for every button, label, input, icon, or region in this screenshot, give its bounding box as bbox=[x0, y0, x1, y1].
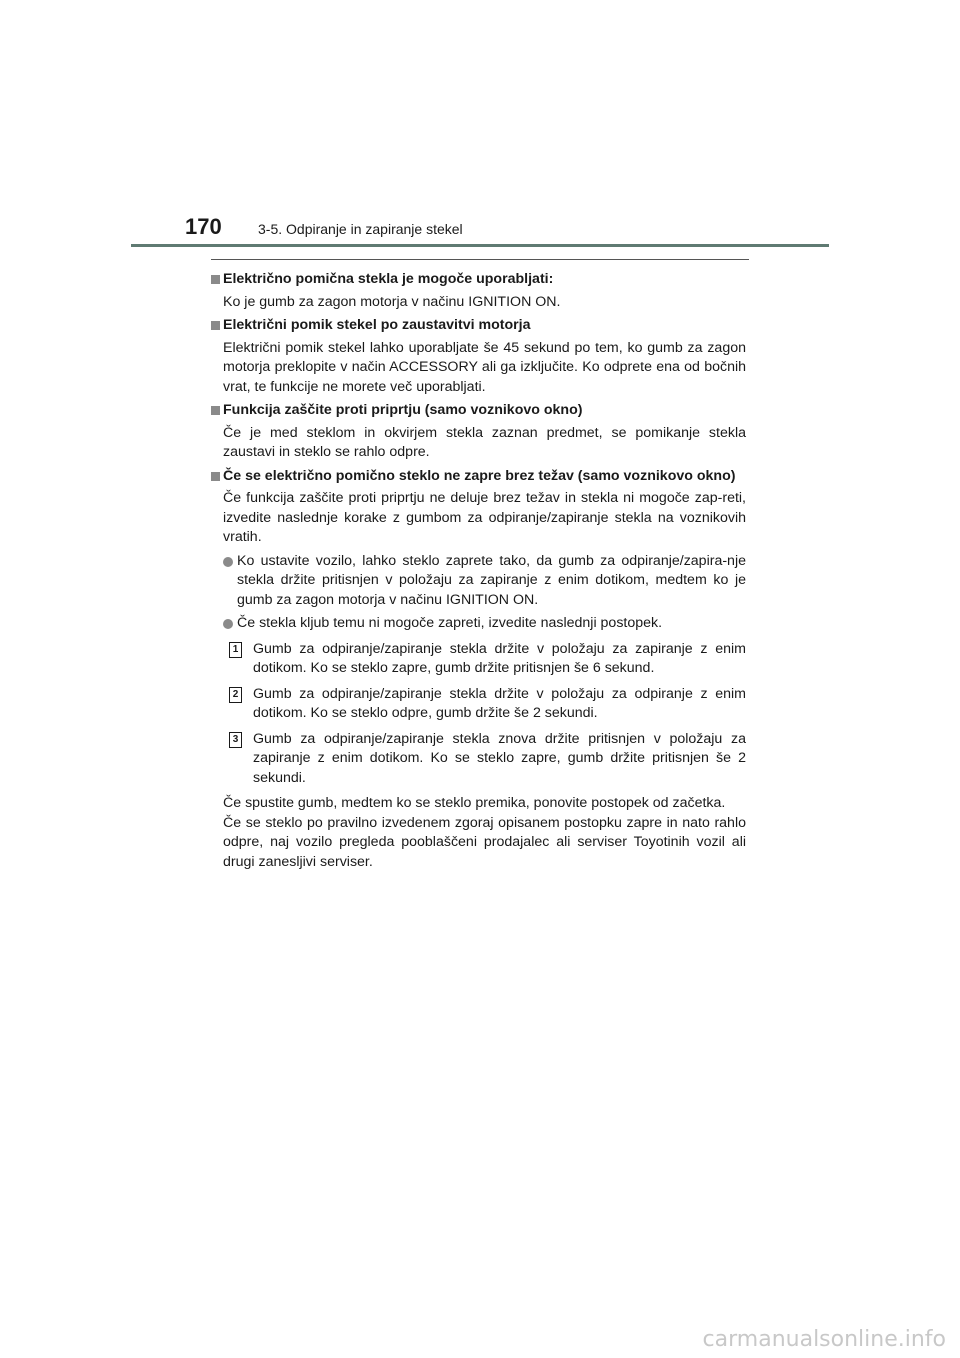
section-body: Električni pomik stekel lahko uporabljate še 45 sekund po tem, ko gumb za zagon motorja preklopite v način ACCESSORY ali ga izključite. Ko odprete ena od bočnih vrat, te funkcije ne morete več uporabljati. bbox=[223, 339, 746, 395]
section-heading: Funkcija zaščite proti priprtju (samo voznikovo okno) bbox=[211, 401, 746, 421]
chapter-title: 3-5. Odpiranje in zapiranje stekel bbox=[258, 221, 463, 237]
section-rule bbox=[211, 259, 749, 260]
section-body: Če funkcija zaščite proti priprtju ne deluje brez težav in stekla ni mogoče zap-reti, izvedite naslednje korake z gumbom za odpiranje/zapiranje stekla na voznikovih vratih. bbox=[223, 490, 746, 545]
step-number-badge: 3 bbox=[229, 732, 242, 748]
step-item: 1 Gumb za odpiranje/zapiranje stekla držite v položaju za zapiranje z enim dotikom. Ko se steklo zapre, gumb držite pritisnjen še 6 sekund. bbox=[211, 640, 746, 679]
page-number: 170 bbox=[185, 214, 222, 239]
section-heading: Če se električno pomično steklo ne zapre brez težav (samo voznikovo okno) bbox=[211, 467, 746, 487]
page-content bbox=[211, 266, 746, 872]
list-item: Ko ustavite vozilo, lahko steklo zaprete tako, da gumb za odpiranje/zapira-nje stekla držite pritisnjen v položaju za zapiranje z enim dotikom, medtem ko je gumb za zagon motorja v načinu IGNITION ON. bbox=[211, 552, 746, 611]
square-bullet-icon bbox=[211, 472, 220, 481]
section-body: Če je med steklom in okvirjem stekla zaznan predmet, se pomikanje stekla zaustavi in steklo se rahlo odpre. bbox=[223, 424, 746, 460]
step-item: 2 Gumb za odpiranje/zapiranje stekla držite v položaju za odpiranje z enim dotikom. Ko se steklo odpre, gumb držite še 2 sekundi. bbox=[211, 685, 746, 724]
square-bullet-icon bbox=[211, 275, 220, 284]
step-number-badge: 2 bbox=[229, 687, 242, 703]
watermark: carmanualsonline.info bbox=[702, 1327, 946, 1352]
section-heading: Električno pomična stekla je mogoče uporabljati: bbox=[211, 270, 746, 290]
circle-bullet-icon bbox=[223, 557, 233, 567]
section-body: Ko je gumb za zagon motorja v načinu IGNITION ON. bbox=[223, 293, 561, 310]
circle-bullet-icon bbox=[223, 619, 233, 629]
header-rule bbox=[131, 244, 829, 247]
list-item: Če stekla kljub temu ni mogoče zapreti, izvedite naslednji postopek. bbox=[211, 614, 746, 634]
square-bullet-icon bbox=[211, 321, 220, 330]
square-bullet-icon bbox=[211, 406, 220, 415]
section-heading: Električni pomik stekel po zaustavitvi motorja bbox=[211, 316, 746, 336]
closing-paragraph: Če se steklo po pravilno izvedenem zgoraj opisanem postopku zapre in nato rahlo odpre, naj vozilo pregleda pooblaščeni prodajalec ali serviser Toyotinih vozil ali drugi zanesljivi serviser. bbox=[223, 814, 746, 870]
closing-paragraph: Če spustite gumb, medtem ko se steklo premika, ponovite postopek od začetka. bbox=[223, 795, 726, 811]
closing-text bbox=[211, 794, 746, 872]
step-item: 3 Gumb za odpiranje/zapiranje stekla znova držite pritisnjen v položaju za zapiranje z enim dotikom. Ko se steklo zapre, gumb držite pritisnjen še 2 sekundi. bbox=[211, 730, 746, 789]
step-number-badge: 1 bbox=[229, 642, 242, 658]
